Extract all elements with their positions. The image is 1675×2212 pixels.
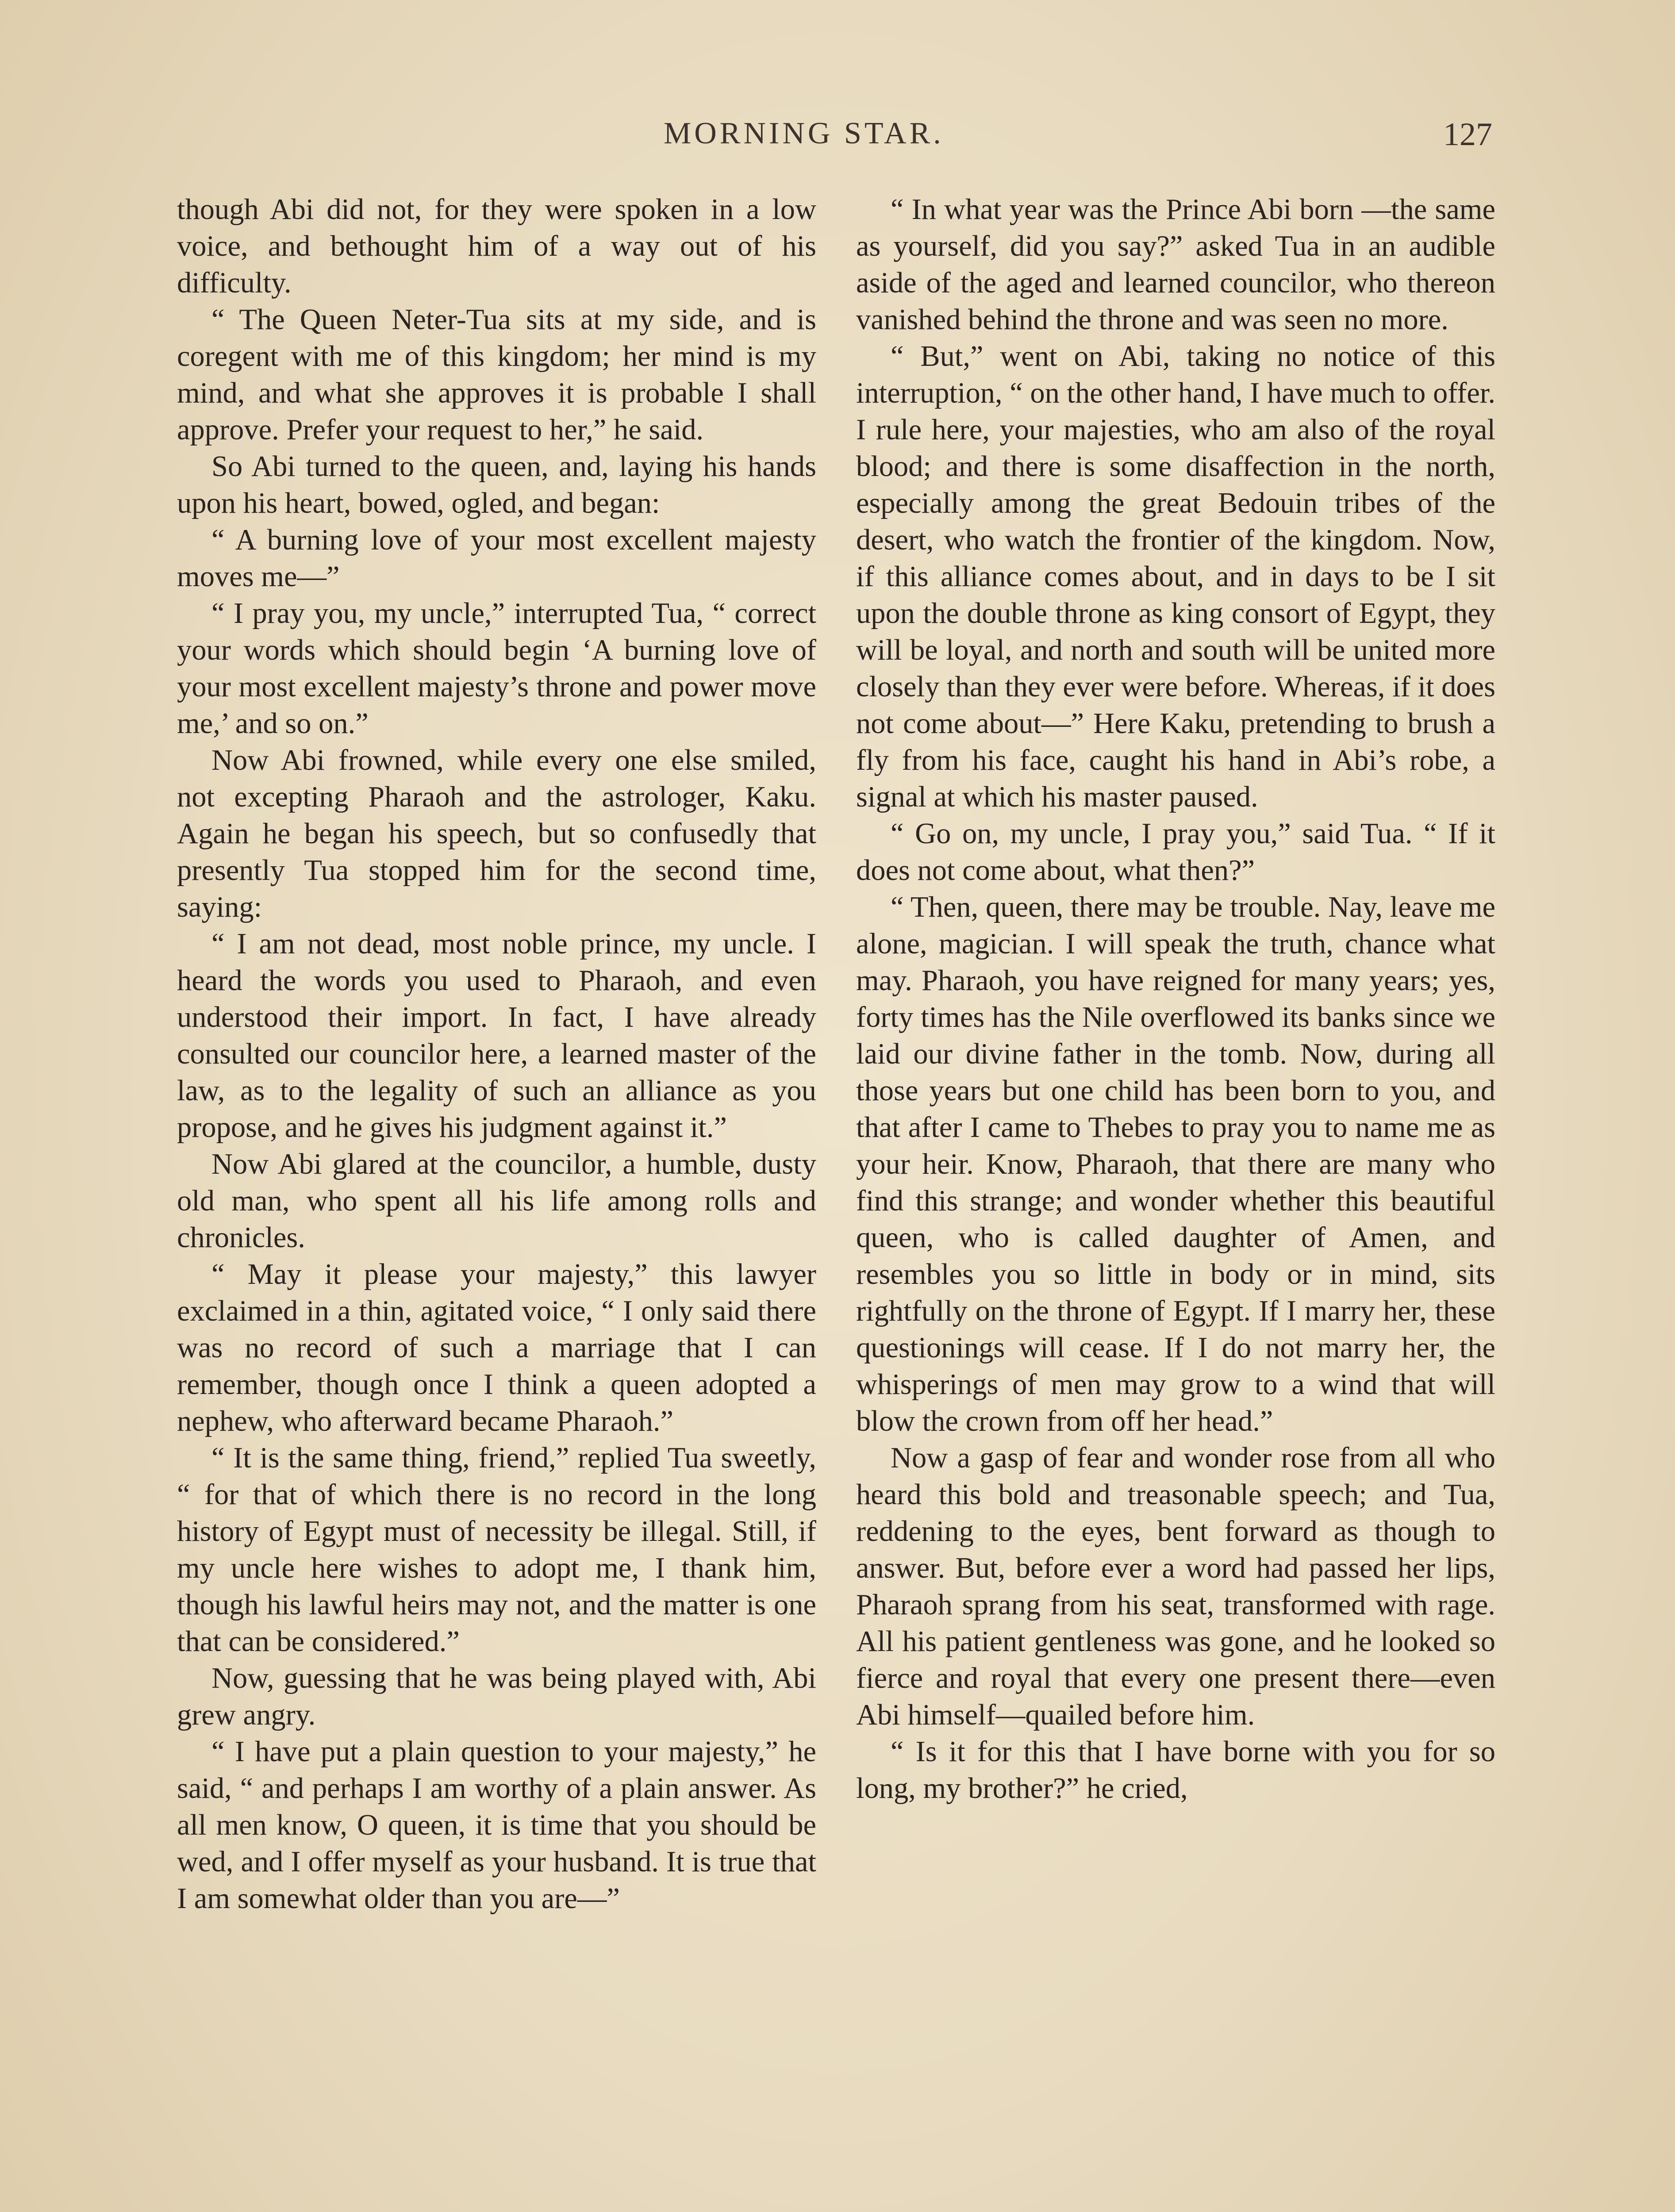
paragraph: “ Go on, my uncle, I pray you,” said Tua. “ If it does not come about, what then?” [856,818,1495,887]
right-text-column [856,191,1495,2212]
running-head [0,116,1675,156]
paragraph: So Abi turned to the queen, and, laying his hands upon his heart, bowed, ogled, and began: [177,450,816,519]
paragraph: “ A burning love of your most excellent majesty moves me—” [177,524,816,593]
paragraph: Now Abi frowned, while every one else smiled, not excepting Pharaoh and the astrologer, Kaku. Again he began his speech, but so confusedly that presently Tua stopped him for the second time, saying: [177,744,816,923]
running-title: MORNING STAR. [664,116,944,150]
paragraph: “ It is the same thing, friend,” replied Tua sweetly, “ for that of which there is no record in the long history of Egypt must of necessity be illegal. Still, if my uncle here wishes to adopt me, I thank him, though his lawful heirs may not, and the matter is one that can be considered.” [177,1442,816,1658]
paragraph: “ I am not dead, most noble prince, my uncle. I heard the words you used to Pharaoh, and even understood their import. In fact, I have already consulted our councilor here, a learned master of the law, as to the legality of such an alliance as you propose, and he gives his judgment against it.” [177,928,816,1144]
page-number: 127 [1443,116,1492,153]
paragraph: “ But,” went on Abi, taking no notice of this interruption, “ on the other hand, I have much to offer. I rule here, your majesties, who am also of the royal blood; and there is some disaffection in the north, especially among the great Bedouin tribes of the desert, who watch the frontier of the kingdom. Now, if this alliance comes about, and in days to be I sit upon the double throne as king consort of Egypt, they will be loyal, and north and south will be united more closely than they ever were before. Whereas, if it does not come about—” Here Kaku, pretending to brush a fly from his face, caught his hand in Abi’s robe, a signal at which his master paused. [856,340,1495,813]
paragraph: Now, guessing that he was being played with, Abi grew angry. [177,1662,816,1731]
paragraph: Now a gasp of fear and wonder rose from all who heard this bold and treasonable speech; and Tua, reddening to the eyes, bent forward as though to answer. But, before ever a word had passed her lips, Pharaoh sprang from his seat, transformed with rage. All his patient gentleness was gone, and he looked so fierce and royal that every one present there—even Abi himself—quailed before him. [856,1442,1495,1731]
paragraph: Now Abi glared at the councilor, a humble, dusty old man, who spent all his life among rolls and chronicles. [177,1148,816,1254]
paragraph: “ The Queen Neter-Tua sits at my side, and is coregent with me of this kingdom; her mind is my mind, and what she approves it is probable I shall approve. Prefer your request to her,” he said. [177,303,816,446]
paragraph: “ In what year was the Prince Abi born —the same as yourself, did you say?” asked Tua in an audible aside of the aged and learned councilor, who thereon vanished behind the throne and was seen no more. [856,193,1495,336]
paragraph: “ I have put a plain question to your majesty,” he said, “ and perhaps I am worthy of a plain answer. As all men know, O queen, it is time that you should be wed, and I offer myself as your husband. It is true that I am somewhat older than you are—” [177,1736,816,1915]
paragraph: “ Is it for this that I have borne with you for so long, my brother?” he cried, [856,1736,1495,1805]
paragraph: “ I pray you, my uncle,” interrupted Tua, “ correct your words which should begin ‘A burning love of your most excellent majesty’s throne and power move me,’ and so on.” [177,597,816,740]
paragraph: “ May it please your majesty,” this lawyer exclaimed in a thin, agitated voice, “ I only said there was no record of such a marriage that I can remember, though once I think a queen adopted a nephew, who afterward became Pharaoh.” [177,1258,816,1437]
paragraph: “ Then, queen, there may be trouble. Nay, leave me alone, magician. I will speak the truth, chance what may. Pharaoh, you have reigned for many years; yes, forty times has the Nile overflowed its banks since we laid our divine father in the tomb. Now, during all those years but one child has been born to you, and that after I came to Thebes to pray you to name me as your heir. Know, Pharaoh, that there are many who find this strange; and wonder whether this beautiful queen, who is called daughter of Amen, and resembles you so little in body or in mind, sits rightfully on the throne of Egypt. If I marry her, these questionings will cease. If I do not marry her, the whisperings of men may grow to a wind that will blow the crown from off her head.” [856,891,1495,1437]
left-text-column [177,191,816,2212]
paragraph: though Abi did not, for they were spoken in a low voice, and bethought him of a way out of his difficulty. [177,193,816,299]
